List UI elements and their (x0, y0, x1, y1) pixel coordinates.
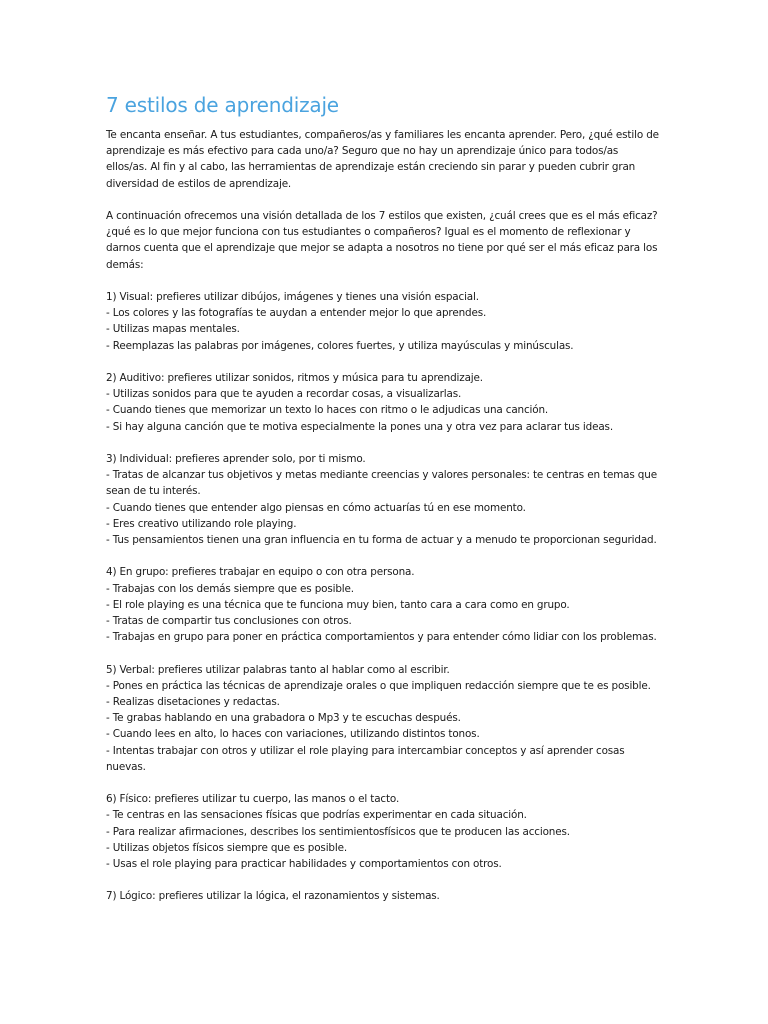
document-title: 7 estilos de aprendizaje (106, 93, 339, 117)
style-heading: 1) Visual: prefieres utilizar dibújos, imágenes y tienes una visión espacial. (106, 291, 479, 303)
style-bullet: - El role playing es una técnica que te funciona muy bien, tanto cara a cara como en grupo. (106, 598, 570, 611)
style-bullet: - Utilizas sonidos para que te ayuden a recordar cosas, a visualizarlas. (106, 388, 462, 401)
style-heading: 2) Auditivo: prefieres utilizar sonidos, ritmos y música para tu aprendizaje. (106, 372, 483, 384)
style-heading: 3) Individual: prefieres aprender solo, por ti mismo. (106, 453, 366, 465)
style-heading: 7) Lógico: prefieres utilizar la lógica, el razonamientos y sistemas. (106, 890, 440, 903)
style-section (106, 370, 662, 435)
document-page (106, 92, 662, 921)
style-bullet: - Eres creativo utilizando role playing. (106, 517, 297, 530)
style-bullet: - Utilizas objetos físicos siempre que es posible. (106, 841, 348, 854)
style-bullet: - Te grabas hablando en una grabadora o Mp3 y te escuchas después. (106, 712, 461, 725)
style-bullet: - Realizas disetaciones y redactas. (106, 696, 280, 709)
style-heading: 5) Verbal: prefieres utilizar palabras tanto al hablar como al escribir. (106, 663, 450, 676)
style-bullet: - Cuando tienes que entender algo piensas en cómo actuarías tú en ese momento. (106, 501, 526, 514)
style-section (106, 888, 662, 904)
style-section (106, 564, 662, 645)
learning-styles-list (106, 289, 662, 905)
style-bullet: - Pones en práctica las técnicas de aprendizaje orales o que impliquen redacción siempre que te es posible. (106, 679, 651, 692)
style-section (106, 451, 662, 548)
style-heading: 4) En grupo: prefieres trabajar en equipo o con otra persona. (106, 566, 415, 579)
style-bullet: - Tratas de compartir tus conclusiones con otros. (106, 615, 352, 628)
style-section (106, 662, 662, 775)
intro-paragraph-1: Te encanta enseñar. A tus estudiantes, compañeros/as y familiares les encanta aprender. Pero, ¿qué estilo de aprendizaje es más efectivo para cada uno/a? Seguro que no hay un aprendizaje único para todos/as ellos/as. Al fin y al cabo, las herramientas de aprendizaje están creciendo sin parar y pueden cubrir gran diversidad de estilos de aprendizaje. (106, 129, 659, 190)
style-bullet: - Usas el role playing para practicar habilidades y comportamientos con otros. (106, 858, 502, 871)
style-bullet: - Cuando lees en alto, lo haces con variaciones, utilizando distintos tonos. (106, 728, 480, 741)
style-bullet: - Si hay alguna canción que te motiva especialmente la pones una y otra vez para aclarar tus ideas. (106, 420, 613, 433)
style-bullet: - Intentas trabajar con otros y utilizar el role playing para intercambiar conceptos y así aprender cosas nuevas. (106, 744, 625, 773)
style-bullet: - Tus pensamientos tienen una gran influencia en tu forma de actuar y a menudo te proporcionan seguridad. (106, 534, 657, 547)
style-bullet: - Utilizas mapas mentales. (106, 323, 240, 336)
style-bullet: - Cuando tienes que memorizar un texto lo haces con ritmo o le adjudicas una canción. (106, 404, 549, 417)
style-section (106, 791, 662, 872)
style-heading: 6) Físico: prefieres utilizar tu cuerpo, las manos o el tacto. (106, 793, 400, 806)
style-bullet: - Trabajas con los demás siempre que es posible. (106, 582, 354, 595)
intro-paragraph-2: A continuación ofrecemos una visión detallada de los 7 estilos que existen, ¿cuál crees que es el más eficaz? ¿qué es lo que mejor funciona con tus estudiantes o compañeros? Igual es el momento de reflexionar y darnos cuenta que el aprendizaje que mejor se adapta a nosotros no tiene por qué ser el más eficaz para los demás: (106, 210, 658, 271)
style-bullet: - Tratas de alcanzar tus objetivos y metas mediante creencias y valores personales: te centras en temas que sean de tu interés. (106, 469, 657, 498)
style-bullet: - Te centras en las sensaciones físicas que podrías experimentar en cada situación. (106, 809, 527, 822)
style-bullet: - Para realizar afirmaciones, describes los sentimientosfísicos que te producen las acciones. (106, 825, 570, 838)
style-bullet: - Los colores y las fotografías te auydan a entender mejor lo que aprendes. (106, 307, 487, 320)
style-section (106, 289, 662, 354)
style-bullet: - Trabajas en grupo para poner en práctica comportamientos y para entender cómo lidiar con los problemas. (106, 631, 657, 644)
style-bullet: - Reemplazas las palabras por imágenes, colores fuertes, y utiliza mayúsculas y minúsculas. (106, 339, 574, 352)
